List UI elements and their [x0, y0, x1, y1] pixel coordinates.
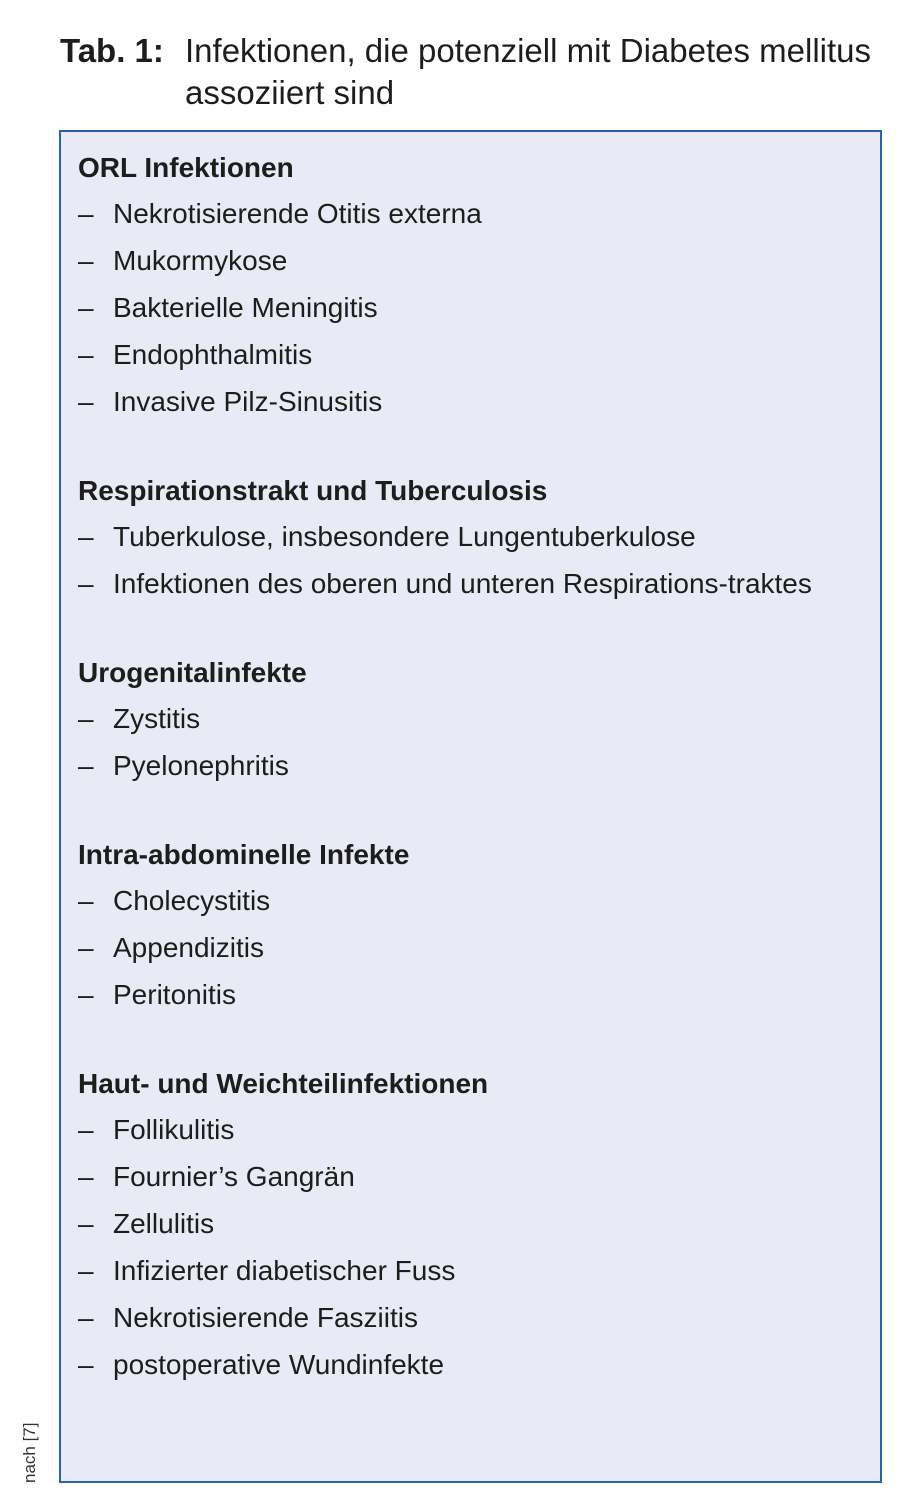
- section-heading: ORL Infektionen: [78, 152, 294, 183]
- dash-bullet: –: [78, 1349, 94, 1380]
- dash-bullet: –: [78, 339, 94, 370]
- list-item: [78, 745, 868, 787]
- item-list: [78, 880, 868, 1016]
- dash-bullet: –: [78, 1208, 94, 1239]
- section-heading: Haut- und Weichteilinfektionen: [78, 1068, 489, 1099]
- list-item-text: Bakterielle Meningitis: [113, 292, 378, 323]
- list-item-text: Endophthalmitis: [113, 339, 313, 370]
- list-item: [78, 1344, 868, 1386]
- section-heading: Respirationstrakt und Tuberculosis: [78, 475, 548, 506]
- list-item: [78, 193, 868, 235]
- item-list: [78, 516, 868, 605]
- item-list: [78, 193, 868, 423]
- item-list: [78, 698, 868, 787]
- list-item-text: Invasive Pilz-Sinusitis: [113, 386, 383, 417]
- list-item: [78, 1297, 868, 1339]
- table-number: Tab. 1:: [60, 32, 164, 69]
- dash-bullet: –: [78, 750, 94, 781]
- list-item: [78, 287, 868, 329]
- dash-bullet: –: [78, 521, 94, 552]
- dash-bullet: –: [78, 386, 94, 417]
- list-item-text: Infektionen des oberen und unteren Respirations-traktes: [113, 568, 812, 599]
- list-item-text: postoperative Wundinfekte: [113, 1349, 445, 1380]
- dash-bullet: –: [78, 1161, 94, 1192]
- list-item: [78, 974, 868, 1016]
- list-item-text: Fournier’s Gangrän: [113, 1161, 355, 1192]
- list-item: [78, 516, 868, 558]
- dash-bullet: –: [78, 1114, 94, 1145]
- section: [78, 1064, 868, 1386]
- list-item-text: Peritonitis: [113, 979, 236, 1010]
- dash-bullet: –: [78, 932, 94, 963]
- list-item: [78, 240, 868, 282]
- section-heading: Intra-abdominelle Infekte: [78, 839, 410, 870]
- list-item-text: Infizierter diabetischer Fuss: [113, 1255, 456, 1286]
- list-item: [78, 563, 868, 605]
- item-list: [78, 1109, 868, 1386]
- section: [78, 148, 868, 423]
- list-item-text: Mukormykose: [113, 245, 288, 276]
- dash-bullet: –: [78, 885, 94, 916]
- list-item-text: Follikulitis: [113, 1114, 235, 1145]
- dash-bullet: –: [78, 703, 94, 734]
- list-item-text: Zystitis: [113, 703, 201, 734]
- list-item-text: Zellulitis: [113, 1208, 215, 1239]
- list-item: [78, 334, 868, 376]
- list-item-text: Tuberkulose, insbesondere Lungentuberkulose: [113, 521, 696, 552]
- dash-bullet: –: [78, 292, 94, 323]
- list-item-text: Appendizitis: [113, 932, 264, 963]
- list-item: [78, 381, 868, 423]
- list-item-text: Nekrotisierende Fasziitis: [113, 1302, 418, 1333]
- dash-bullet: –: [78, 568, 94, 599]
- list-item: [78, 1109, 868, 1151]
- list-item-text: Pyelonephritis: [113, 750, 289, 781]
- list-item: [78, 880, 868, 922]
- list-item: [78, 1250, 868, 1292]
- list-item: [78, 927, 868, 969]
- dash-bullet: –: [78, 198, 94, 229]
- list-item: [78, 698, 868, 740]
- dash-bullet: –: [78, 979, 94, 1010]
- section-list: [78, 148, 868, 1434]
- table-title: Infektionen, die potenziell mit Diabetes mellitus assoziiert sind: [185, 32, 872, 111]
- dash-bullet: –: [78, 1302, 94, 1333]
- dash-bullet: –: [78, 1255, 94, 1286]
- list-item-text: Cholecystitis: [113, 885, 271, 916]
- section: [78, 835, 868, 1016]
- list-item-text: Nekrotisierende Otitis externa: [113, 198, 482, 229]
- section: [78, 471, 868, 605]
- source-note: nach [7]: [20, 1422, 39, 1483]
- section: [78, 653, 868, 787]
- list-item: [78, 1203, 868, 1245]
- list-item: [78, 1156, 868, 1198]
- table-box: [59, 130, 882, 1483]
- dash-bullet: –: [78, 245, 94, 276]
- section-heading: Urogenitalinfekte: [78, 657, 307, 688]
